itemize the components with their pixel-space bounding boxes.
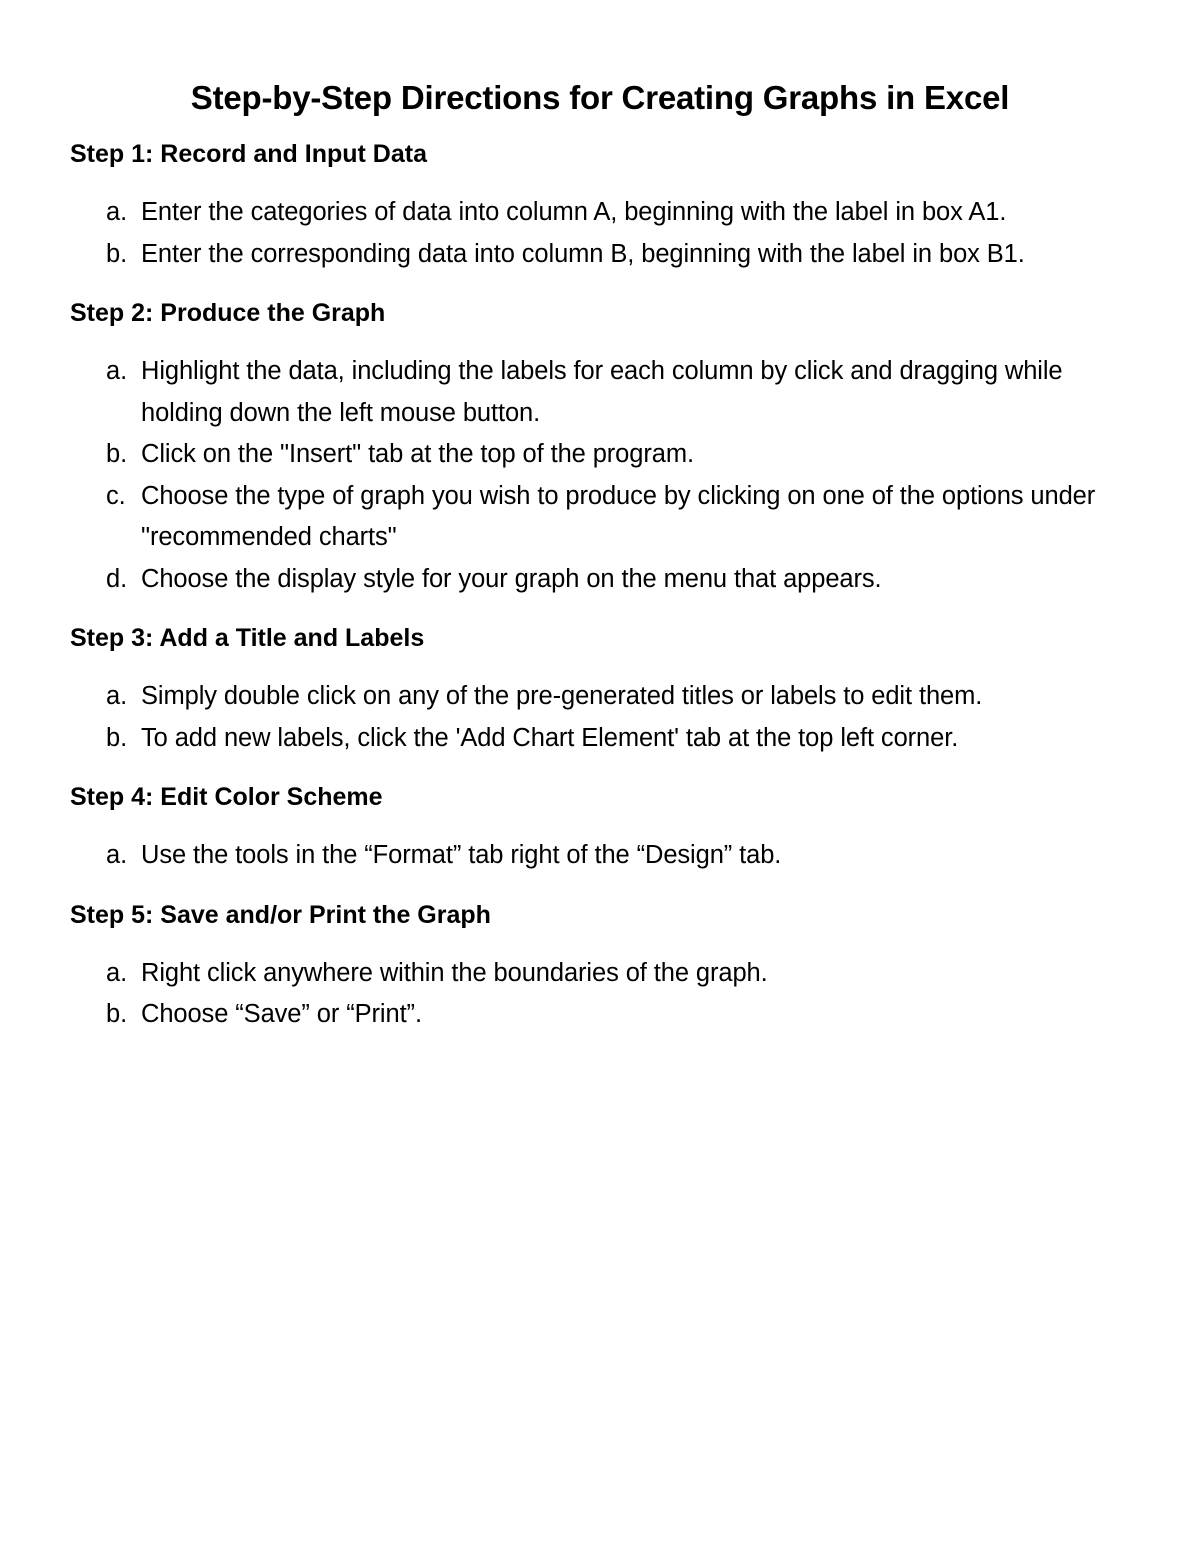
- step-item: [70, 835, 1130, 877]
- step-item: [70, 434, 1130, 476]
- item-letter: b.: [106, 239, 128, 268]
- step-list: [70, 953, 1130, 1036]
- item-letter: d.: [106, 564, 128, 593]
- item-letter: a.: [106, 198, 128, 226]
- item-text: Choose the display style for your graph on the menu that appears.: [141, 564, 882, 593]
- step-item: [70, 192, 1130, 234]
- step-section: [70, 138, 1130, 275]
- item-text: Choose “Save” or “Print”.: [141, 1000, 422, 1028]
- step-item: [70, 476, 1130, 559]
- step-heading: Step 2: Produce the Graph: [70, 299, 386, 327]
- step-section: [70, 781, 1130, 877]
- step-heading: Step 3: Add a Title and Labels: [70, 624, 425, 652]
- step-item: [70, 351, 1130, 434]
- step-list: [70, 835, 1130, 877]
- step-item: [70, 994, 1130, 1036]
- item-text: Simply double click on any of the pre-generated titles or labels to edit them.: [141, 682, 983, 710]
- step-item: [70, 718, 1130, 760]
- document-title: Step-by-Step Directions for Creating Graphs in Excel: [190, 79, 1010, 116]
- step-item: [70, 234, 1130, 276]
- step-list: [70, 192, 1130, 275]
- item-letter: a.: [106, 682, 128, 710]
- item-letter: b.: [106, 723, 128, 752]
- item-letter: b.: [106, 1000, 128, 1028]
- step-section: [70, 297, 1130, 600]
- item-letter: a.: [106, 958, 128, 987]
- item-letter: a.: [106, 357, 128, 385]
- item-text: Use the tools in the “Format” tab right of the “Design” tab.: [141, 841, 782, 869]
- step-heading: Step 5: Save and/or Print the Graph: [70, 900, 491, 929]
- step-item: [70, 953, 1130, 995]
- item-letter: c.: [106, 481, 126, 510]
- item-text: Highlight the data, including the labels for each column by click and dragging while holding down the left mouse button.: [141, 357, 1063, 427]
- item-text: Right click anywhere within the boundaries of the graph.: [141, 958, 768, 987]
- item-letter: a.: [106, 841, 128, 869]
- step-section: [70, 622, 1130, 759]
- item-text: Enter the categories of data into column A, beginning with the label in box A1.: [141, 198, 1007, 226]
- item-text: Enter the corresponding data into column B, beginning with the label in box B1.: [141, 239, 1025, 268]
- step-heading: Step 1: Record and Input Data: [70, 140, 427, 168]
- step-item: [70, 559, 1130, 601]
- item-text: Choose the type of graph you wish to produce by clicking on one of the options under "recommended charts": [141, 481, 1096, 551]
- step-section: [70, 899, 1130, 1036]
- item-text: Click on the "Insert" tab at the top of the program.: [141, 440, 694, 468]
- item-text: To add new labels, click the 'Add Chart Element' tab at the top left corner.: [141, 723, 959, 752]
- item-letter: b.: [106, 440, 128, 468]
- step-list: [70, 351, 1130, 600]
- step-heading: Step 4: Edit Color Scheme: [70, 783, 383, 811]
- step-list: [70, 676, 1130, 759]
- step-item: [70, 676, 1130, 718]
